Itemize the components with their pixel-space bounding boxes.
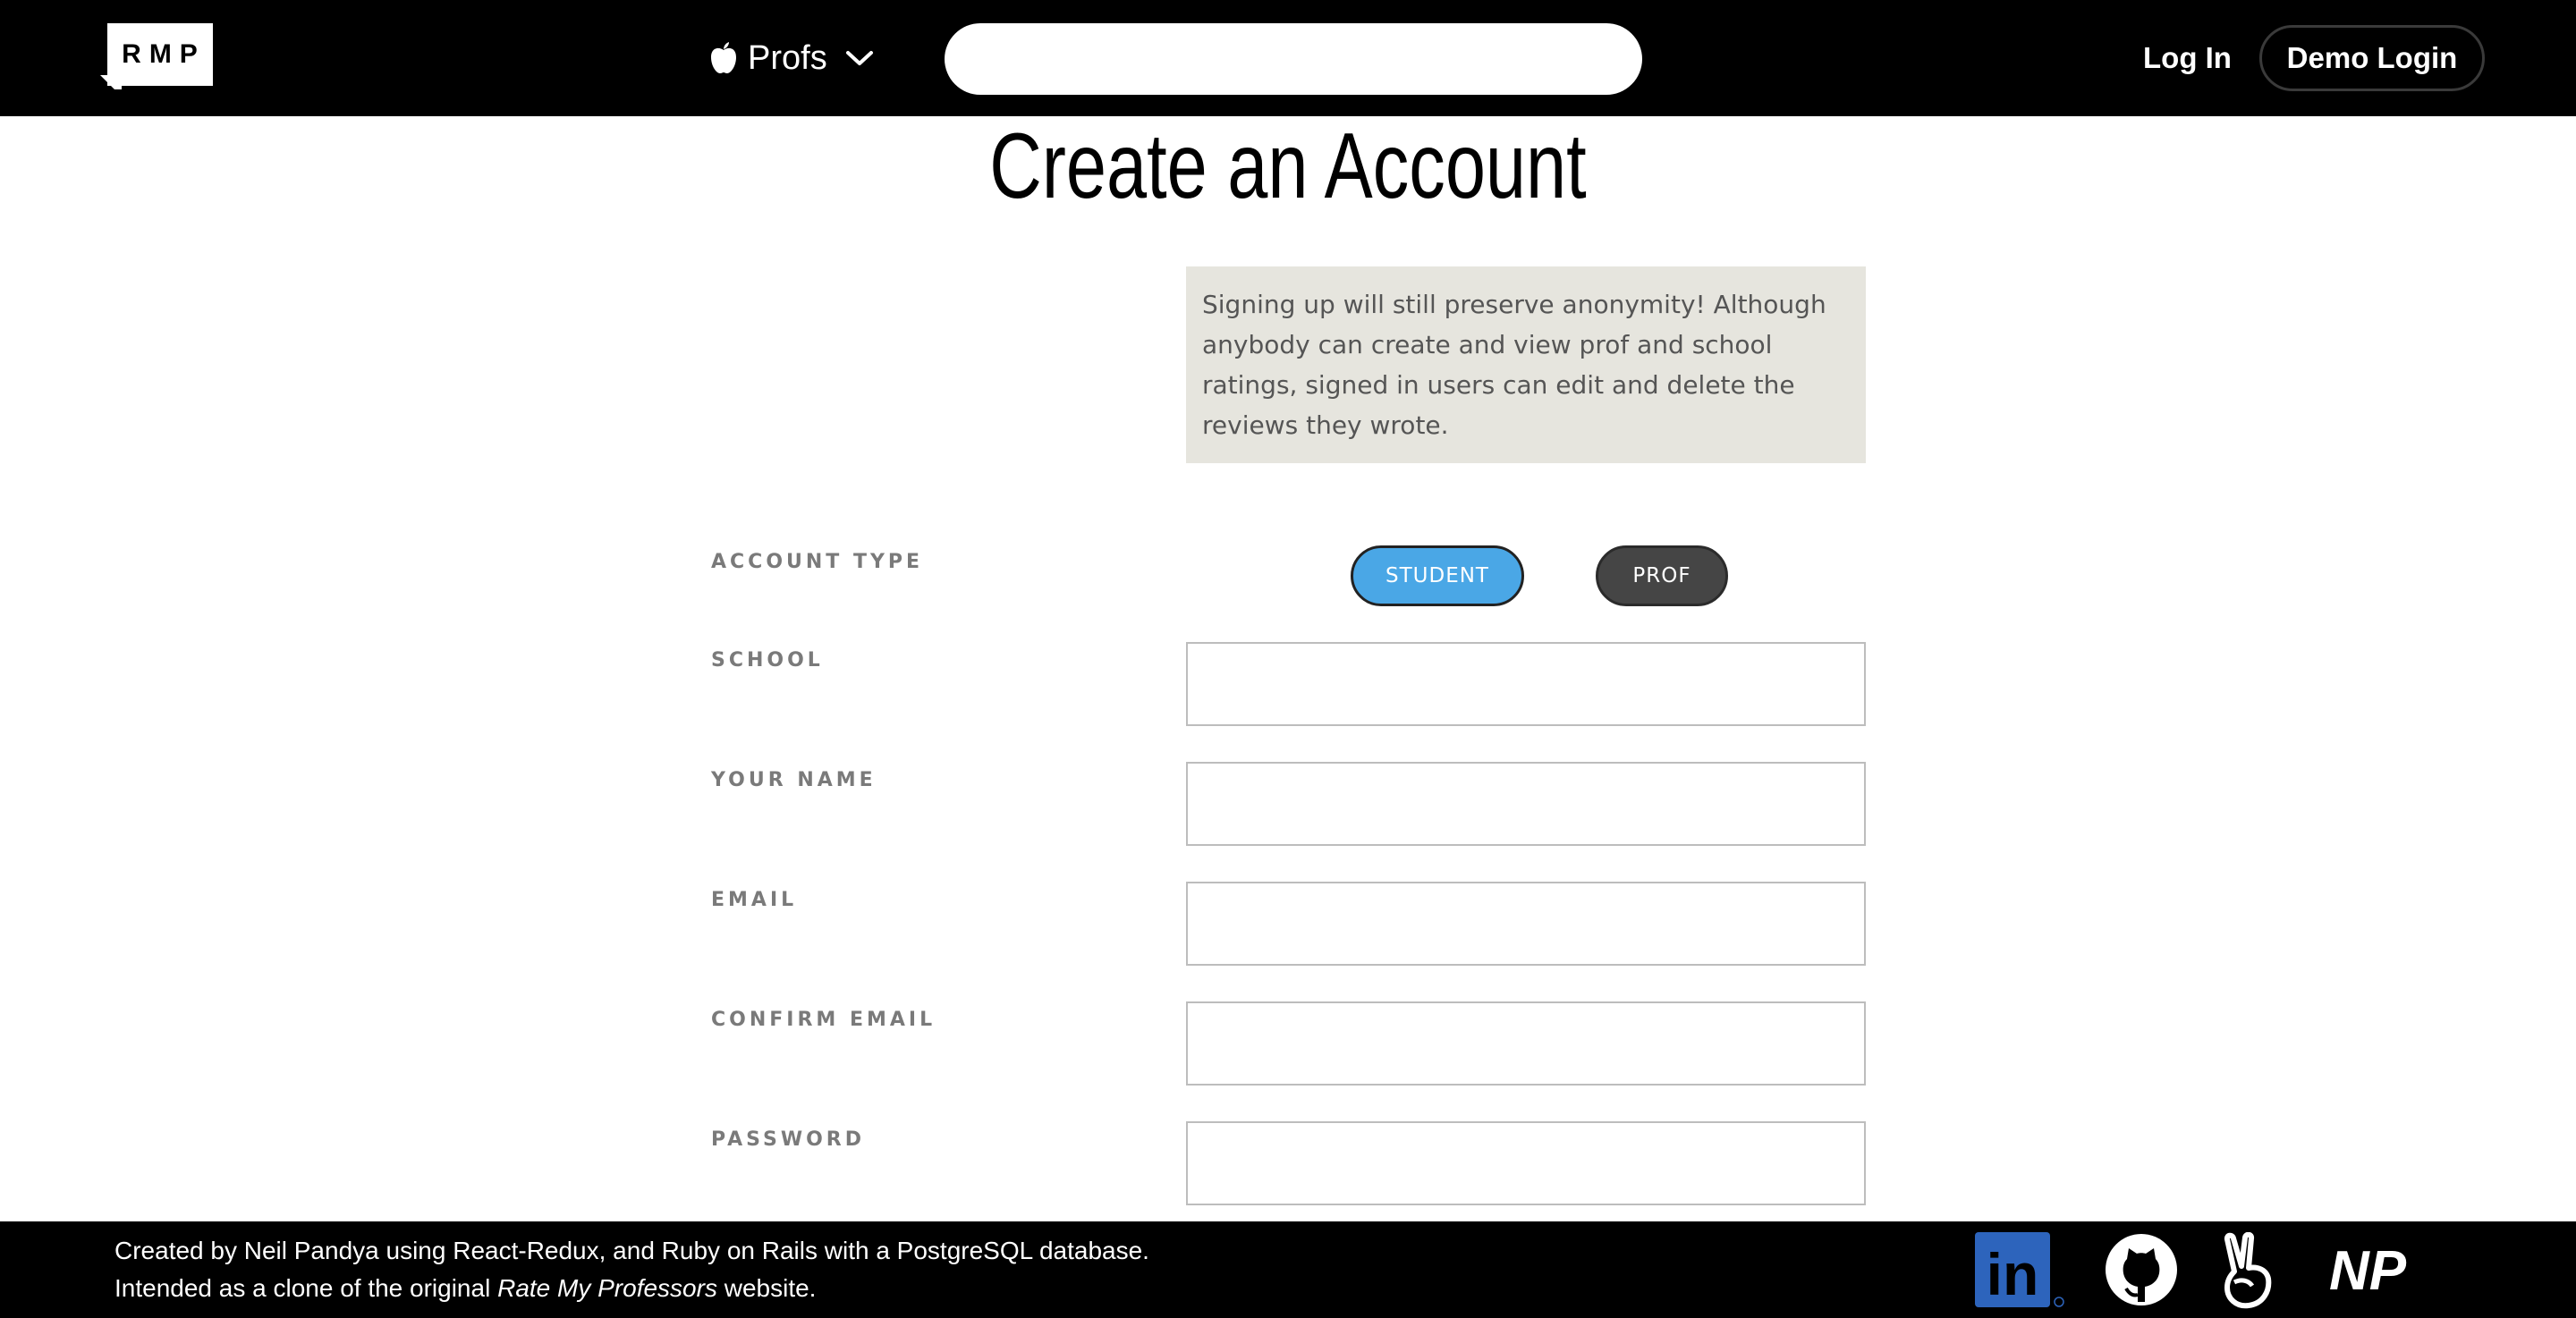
password-input[interactable]	[1186, 1121, 1866, 1205]
password-label: PASSWORD	[711, 1128, 866, 1151]
student-type-button[interactable]: STUDENT	[1351, 545, 1524, 606]
school-label: SCHOOL	[711, 649, 824, 672]
svg-text:in: in	[1986, 1241, 2039, 1307]
footer	[0, 1221, 2576, 1318]
your-name-label: YOUR NAME	[711, 769, 877, 791]
school-input[interactable]	[1186, 642, 1866, 726]
page-title: Create an Account	[989, 114, 1587, 218]
logo-text: RMP	[107, 23, 213, 86]
account-type-label: ACCOUNT TYPE	[711, 551, 924, 573]
linkedin-icon[interactable]	[1973, 1230, 2066, 1314]
login-link[interactable]: Log In	[2143, 41, 2232, 74]
footer-line-2: Intended as a clone of the original Rate My Professors website.	[114, 1274, 817, 1302]
search-input[interactable]	[945, 23, 1642, 95]
np-icon[interactable]	[2326, 1234, 2415, 1310]
prof-type-button[interactable]: PROF	[1596, 545, 1728, 606]
svg-text:NP: NP	[2329, 1240, 2407, 1302]
anonymity-info-box: Signing up will still preserve anonymity! Although anybody can create and view prof and school ratings, signed in users can edit and delete the reviews they wrote.	[1186, 266, 1866, 463]
search-type-dropdown[interactable]	[708, 30, 874, 86]
dropdown-label: Profs	[748, 38, 827, 77]
your-name-input[interactable]	[1186, 762, 1866, 846]
apple-icon	[708, 41, 739, 75]
rmp-original-link-text: Rate My Professors	[497, 1274, 717, 1302]
github-icon[interactable]	[2104, 1232, 2179, 1312]
email-input[interactable]	[1186, 882, 1866, 966]
demo-login-button[interactable]: Demo Login	[2259, 25, 2485, 91]
confirm-email-label: CONFIRM EMAIL	[711, 1009, 936, 1031]
rmp-logo[interactable]	[100, 23, 213, 89]
footer-credits	[114, 1232, 1149, 1307]
confirm-email-input[interactable]	[1186, 1001, 1866, 1086]
top-nav-bar	[0, 0, 2576, 116]
footer-line-1: Created by Neil Pandya using React-Redux, and Ruby on Rails with a PostgreSQL database.	[114, 1237, 1149, 1264]
chevron-down-icon	[845, 49, 874, 67]
email-label: EMAIL	[711, 889, 798, 911]
angellist-icon[interactable]	[2215, 1232, 2286, 1315]
